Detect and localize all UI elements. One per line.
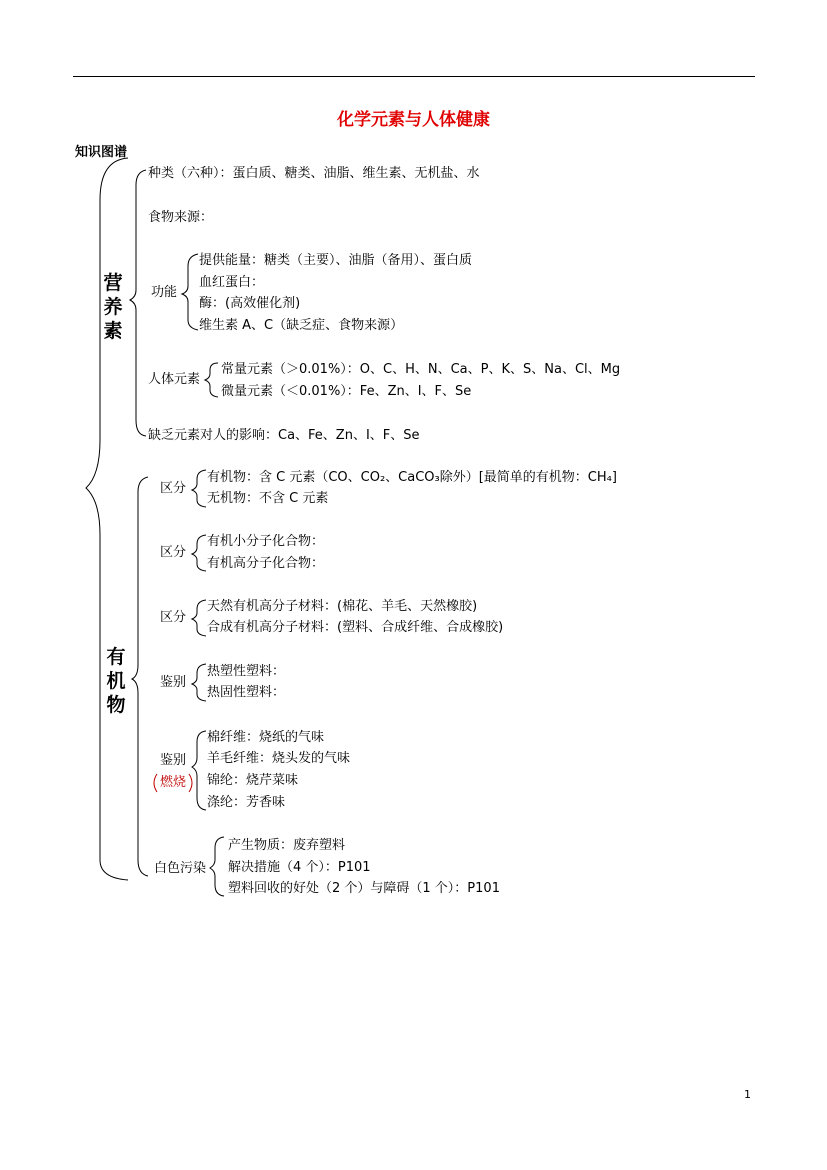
main-brace <box>86 158 128 880</box>
group-item: 棉纤维：烧纸的气味 <box>207 730 325 745</box>
group-label: 区分 <box>160 610 187 625</box>
function-brace <box>182 254 198 330</box>
group-item: 合成有机高分子材料：(塑料、合成纤维、合成橡胶) <box>207 620 504 635</box>
group-item: 羊毛纤维：烧头发的气味 <box>207 751 351 766</box>
deficiency-effects: 缺乏元素对人的影响：Ca、Fe、Zn、I、F、Se <box>148 428 420 443</box>
nutrient-types: 种类（六种）：蛋白质、糖类、油脂、维生素、无机盐、水 <box>148 166 480 181</box>
group-label: 鉴别 <box>160 753 187 768</box>
group5-brace <box>192 731 206 810</box>
group-item: 有机小分子化合物： <box>207 534 325 549</box>
body-element-item: 微量元素（＜0.01%）：Fe、Zn、I、F、Se <box>221 384 472 399</box>
body-element-item: 常量元素（＞0.01%）：O、C、H、N、Ca、P、K、S、Na、Cl、Mg <box>221 362 621 377</box>
group-item: 锦纶：烧芹菜味 <box>207 773 299 788</box>
group-label: 区分 <box>160 481 187 496</box>
group3-brace <box>192 600 206 636</box>
group-item: 天然有机高分子材料：(棉花、羊毛、天然橡胶) <box>207 599 478 614</box>
nutrients-brace <box>130 170 146 436</box>
function-label: 功能 <box>151 285 178 300</box>
group-item: 有机物：含 C 元素（CO、CO₂、CaCO₃除外）[最简单的有机物：CH₄] <box>207 470 617 485</box>
organics-category-label: 有 机 物 <box>106 646 126 716</box>
group-item: 产生物质：废弃塑料 <box>228 838 346 853</box>
burning-note: 燃烧 <box>160 775 187 790</box>
burn-paren-left <box>154 774 157 792</box>
page-number: 1 <box>744 1088 751 1101</box>
group4-brace <box>192 664 206 701</box>
group-item: 涤纶：芳香味 <box>207 795 286 810</box>
group-item: 塑料回收的好处（2 个）与障碍（1 个）：P101 <box>228 881 500 896</box>
group6-brace <box>210 837 224 896</box>
group2-brace <box>192 535 206 571</box>
food-sources: 食物来源： <box>148 210 214 225</box>
function-item: 血红蛋白： <box>199 275 265 290</box>
group-item: 热固性塑料： <box>207 685 286 700</box>
document-title: 化学元素与人体健康 <box>337 110 490 130</box>
body-elements-brace <box>205 363 218 397</box>
body-elements-label: 人体元素 <box>148 372 201 387</box>
organics-brace <box>132 477 148 876</box>
function-item: 维生素 A、C（缺乏症、食物来源） <box>199 318 404 333</box>
group-item: 有机高分子化合物： <box>207 556 325 571</box>
section-heading: 知识图谱 <box>75 145 128 160</box>
function-item: 提供能量：糖类（主要）、油脂（备用）、蛋白质 <box>199 253 473 268</box>
group-label: 白色污染 <box>154 861 207 876</box>
nutrients-category-label: 营 养 素 <box>103 272 123 342</box>
group-label: 鉴别 <box>160 675 187 690</box>
group-item: 热塑性塑料： <box>207 664 286 679</box>
group1-brace <box>192 470 206 507</box>
burn-paren-right <box>189 774 192 792</box>
group-label: 区分 <box>160 545 187 560</box>
group-item: 无机物：不含 C 元素 <box>207 491 329 506</box>
group-item: 解决措施（4 个）：P101 <box>228 860 371 875</box>
function-item: 酶：(高效催化剂) <box>199 296 301 311</box>
